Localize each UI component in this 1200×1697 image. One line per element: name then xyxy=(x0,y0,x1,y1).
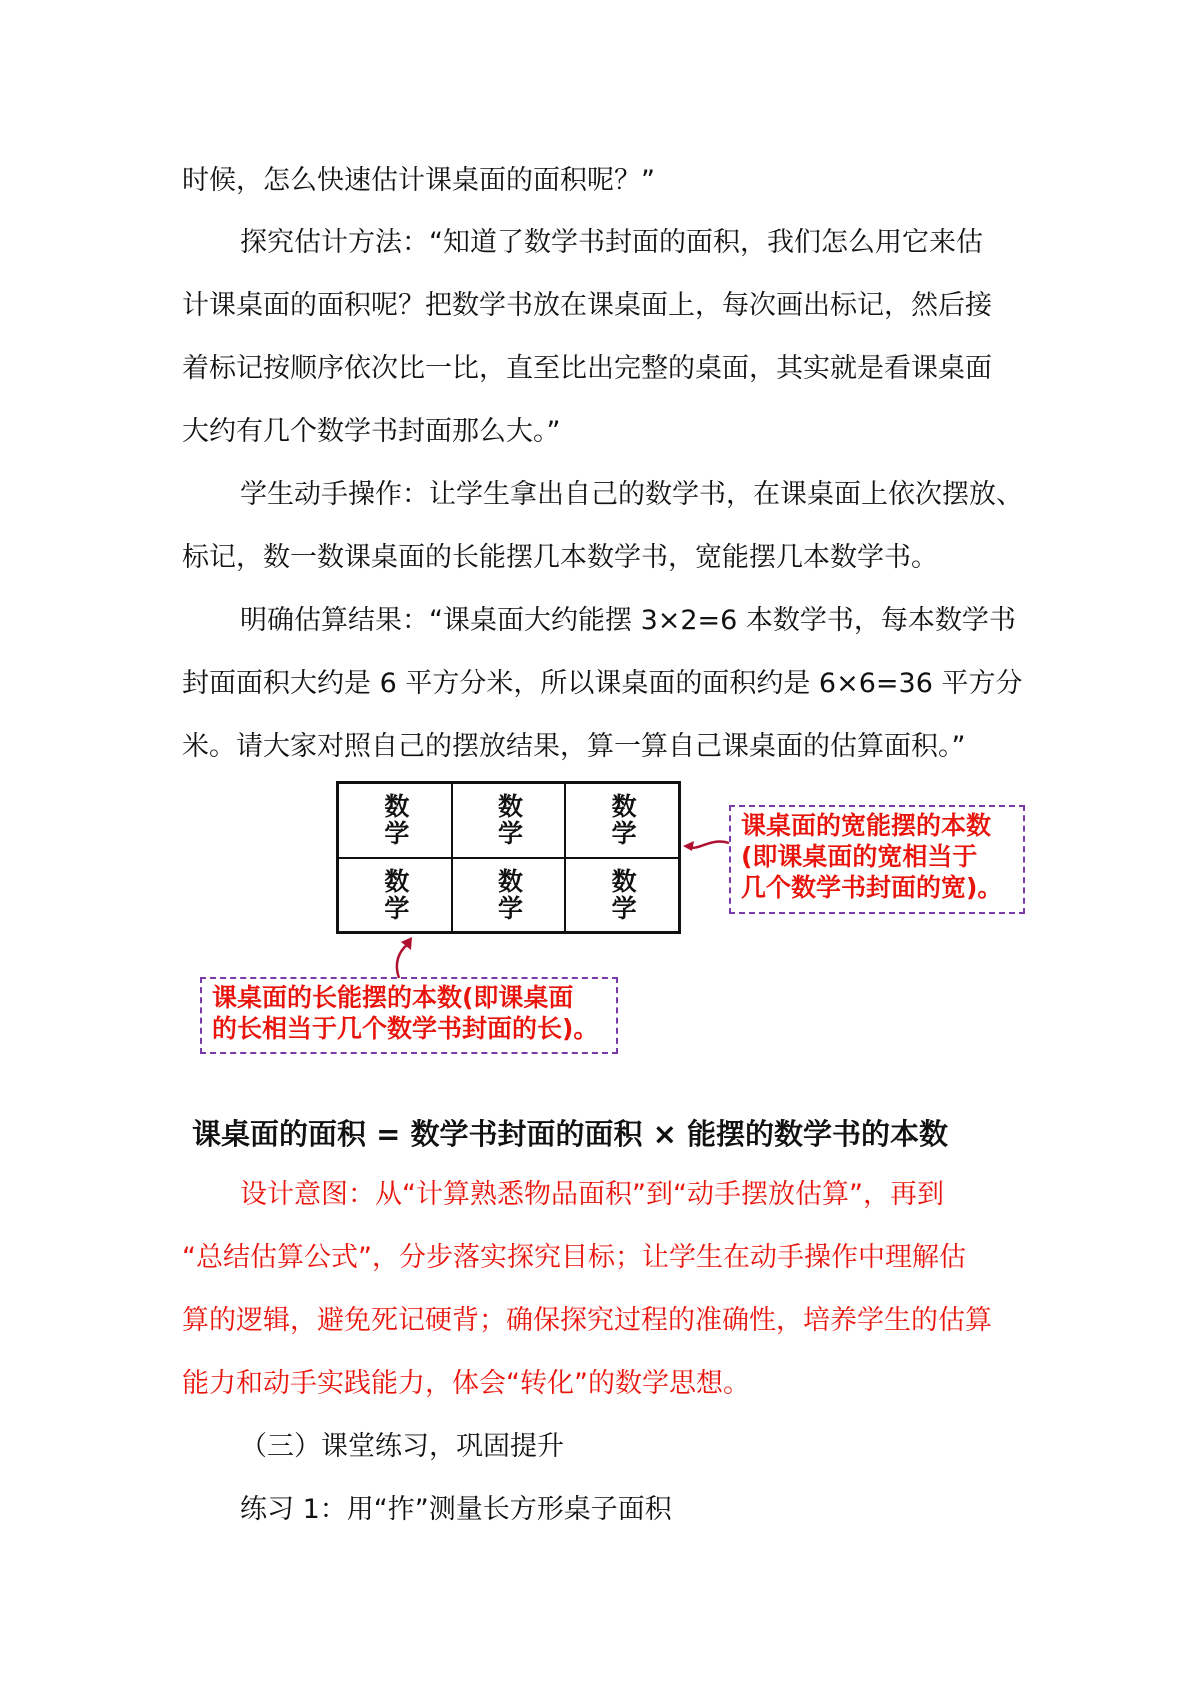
book-cell xyxy=(565,858,679,933)
callout-line: 课桌面的长能摆的本数(即课桌面 xyxy=(212,983,574,1012)
paragraph-line: 探究估计方法：“知道了数学书封面的面积，我们怎么用它来估 xyxy=(240,227,983,258)
design-intent-line: 算的逻辑，避免死记硬背；确保探究过程的准确性，培养学生的估算 xyxy=(182,1305,992,1336)
paragraph-line: 时候，怎么快速估计课桌面的面积呢？” xyxy=(182,165,655,196)
book-cell xyxy=(565,783,679,858)
design-intent-line: 能力和动手实践能力，体会“转化”的数学思想。 xyxy=(182,1368,750,1399)
book-label: 数学 xyxy=(380,867,410,922)
callout-line: (即课桌面的宽相当于 xyxy=(741,842,978,871)
area-formula: 课桌面的面积 = 数学书封面的面积 × 能摆的数学书的本数 xyxy=(192,1117,948,1151)
section-heading: （三）课堂练习，巩固提升 xyxy=(240,1431,564,1462)
paragraph-line: 米。请大家对照自己的摆放结果，算一算自己课桌面的估算面积。” xyxy=(182,731,966,762)
design-intent-line: 设计意图：从“计算熟悉物品面积”到“动手摆放估算”，再到 xyxy=(240,1179,944,1210)
paragraph-line: 明确估算结果：“课桌面大约能摆 3×2=6 本数学书，每本数学书 xyxy=(240,605,1016,636)
book-label: 数学 xyxy=(494,793,524,848)
callout-line: 课桌面的宽能摆的本数 xyxy=(741,811,992,840)
paragraph-line: 封面面积大约是 6 平方分米，所以课桌面的面积约是 6×6=36 平方分 xyxy=(182,668,1023,699)
callout-line: 的长相当于几个数学书封面的长)。 xyxy=(212,1014,599,1043)
book-label: 数学 xyxy=(608,793,638,848)
paragraph-line: 学生动手操作：让学生拿出自己的数学书，在课桌面上依次摆放、 xyxy=(240,479,1023,510)
width-callout xyxy=(729,805,1025,914)
length-callout xyxy=(200,977,618,1054)
width-arrow-icon xyxy=(681,835,733,865)
book-cell xyxy=(338,858,452,933)
book-cell xyxy=(452,783,566,858)
paragraph-line: 着标记按顺序依次比一比，直至比出完整的桌面，其实就是看课桌面 xyxy=(182,353,992,384)
book-cell xyxy=(338,783,452,858)
paragraph-line: 标记，数一数课桌面的长能摆几本数学书，宽能摆几本数学书。 xyxy=(182,542,938,573)
exercise-heading: 练习 1：用“拃”测量长方形桌子面积 xyxy=(240,1494,672,1525)
paragraph-line: 计课桌面的面积呢？把数学书放在课桌面上，每次画出标记，然后接 xyxy=(182,290,992,321)
book-cell xyxy=(452,858,566,933)
callout-line: 几个数学书封面的宽)。 xyxy=(741,873,1003,902)
length-arrow-icon xyxy=(390,934,420,980)
paragraph-line: 大约有几个数学书封面那么大。” xyxy=(182,416,561,447)
book-label: 数学 xyxy=(380,793,410,848)
book-grid-diagram xyxy=(336,781,681,934)
book-label: 数学 xyxy=(494,867,524,922)
book-label: 数学 xyxy=(608,867,638,922)
design-intent-line: “总结估算公式”，分步落实探究目标；让学生在动手操作中理解估 xyxy=(182,1242,966,1273)
